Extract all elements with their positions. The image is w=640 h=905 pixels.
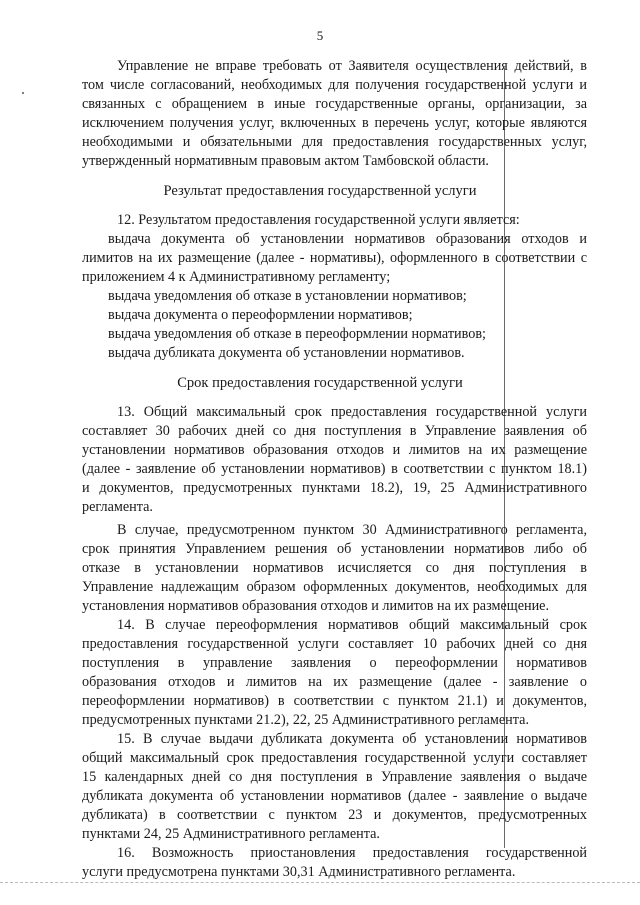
paragraph-line: предоставления государственной услуги составляет 10 рабочих дней со дня: [82, 636, 587, 652]
paragraph-line: связанных с обращением в иные государственные органы, организации, за: [82, 96, 587, 112]
paragraph-line: выдача уведомления об отказе в установлении нормативов;: [108, 288, 467, 304]
paragraph-line: 14. В случае переоформления нормативов общий максимальный срок: [117, 617, 587, 633]
paragraph-line: регламента.: [82, 499, 153, 515]
paragraph-line: Управление надлежащим образом оформленных документов, необходимых для: [82, 579, 587, 595]
paragraph-line: необходимыми и обязательными для предоставления государственных услуг,: [82, 134, 587, 150]
paragraph-line: выдача документа об установлении нормативов образования отходов и: [108, 231, 587, 247]
paragraph-line: выдача дубликата документа об установлении нормативов.: [108, 345, 465, 361]
paragraph-line: (далее - заявление об установлении нормативов) в соответствии с пунктом 18.1): [82, 461, 587, 477]
section-heading: Срок предоставления государственной услуги: [177, 375, 463, 391]
paragraph-line: лимитов на их размещение (далее - нормативы), оформленного в соответствии с: [82, 250, 587, 266]
paragraph-line: составляет 30 рабочих дней со дня поступления в Управление заявления об: [82, 423, 587, 439]
paragraph-line: утвержденный нормативным правовым актом Тамбовской области.: [82, 153, 489, 169]
paragraph-line: 13. Общий максимальный срок предоставления государственной услуги: [117, 404, 587, 420]
paragraph-line: образования отходов и лимитов на их размещение (далее - заявление о: [82, 674, 587, 690]
paragraph-line: В случае, предусмотренном пунктом 30 Административного регламента,: [117, 522, 587, 538]
paragraph-line: переоформлении нормативов) в соответствии с пунктом 21.1) и документов,: [82, 693, 587, 709]
scan-edge-artifact: [0, 882, 640, 884]
scan-speck: [22, 92, 24, 94]
paragraph-line: 15 календарных дней со дня поступления в Управление заявления о выдаче: [82, 769, 587, 785]
paragraph-line: 15. В случае выдачи дубликата документа об установлении нормативов: [117, 731, 587, 747]
paragraph-line: срок принятия Управлением решения об установлении нормативов либо об: [82, 541, 587, 557]
paragraph-line: установлении нормативов образования отходов и лимитов на их размещение: [82, 442, 587, 458]
paragraph-line: общий максимальный срок предоставления государственной услуги составляет: [82, 750, 587, 766]
paragraph-line: установления нормативов образования отходов и лимитов на их размещение.: [82, 598, 550, 614]
paragraph-line: и документов, предусмотренных пунктами 18.2), 19, 25 Административного: [82, 480, 587, 496]
paragraph-line: приложением 4 к Административному регламенту;: [82, 269, 391, 285]
page-number: 5: [316, 28, 324, 43]
paragraph-line: поступления в управление заявления о переоформлении нормативов: [82, 655, 587, 671]
paragraph-line: услуги предусмотрена пунктами 30,31 Административного регламента.: [82, 864, 516, 880]
paragraph-line: том числе согласований, необходимых для получения государственной услуги и: [82, 77, 587, 93]
paragraph-line: дубликата документа об установлении нормативов (далее - заявление о выдаче: [82, 788, 587, 804]
paragraph-line: выдача уведомления об отказе в переоформлении нормативов;: [108, 326, 486, 342]
section-heading: Результат предоставления государственной услуги: [163, 183, 477, 199]
paragraph-line: 12. Результатом предоставления государственной услуги является:: [117, 212, 520, 228]
paragraph-line: 16. Возможность приостановления предоставления государственной: [117, 845, 587, 861]
paragraph-line: исключением получения услуг, включенных в перечень услуг, которые являются: [82, 115, 587, 131]
paragraph-line: дубликата) в соответствии с пунктом 23 и документов, предусмотренных: [82, 807, 587, 823]
paragraph-line: отказе в установлении нормативов исчисляется со дня поступления в: [82, 560, 587, 576]
paragraph-line: пунктами 24, 25 Административного регламента.: [82, 826, 380, 842]
paragraph-line: выдача документа о переоформлении нормативов;: [108, 307, 413, 323]
paragraph-line: Управление не вправе требовать от Заявителя осуществления действий, в: [117, 58, 587, 74]
paragraph-line: предусмотренных пунктами 21.2), 22, 25 Административного регламента.: [82, 712, 529, 728]
